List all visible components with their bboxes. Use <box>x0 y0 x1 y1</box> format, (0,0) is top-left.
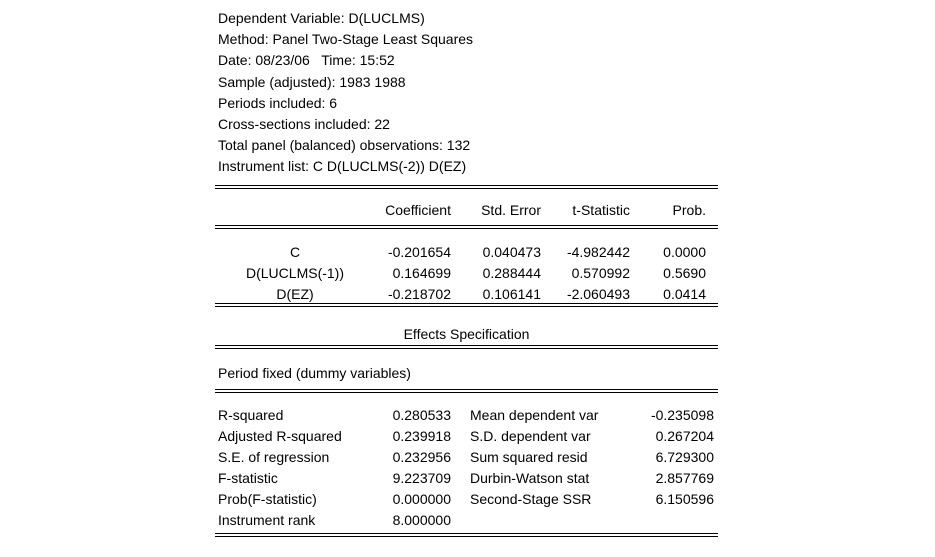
stat-label: Durbin-Watson stat <box>470 470 590 486</box>
summary-statistics <box>215 405 718 531</box>
stat-value: 9.223709 <box>392 470 451 486</box>
stat-value: 6.729300 <box>655 449 714 465</box>
t-statistic-cell: -2.060493 <box>566 286 630 302</box>
dependent-variable-line: Dependent Variable: D(LUCLMS) <box>218 10 425 26</box>
stat-label: Prob(F-statistic) <box>218 491 317 507</box>
prob-cell: 0.0414 <box>663 286 706 302</box>
stat-value: 6.150596 <box>655 491 714 507</box>
column-gap <box>451 447 470 468</box>
variable-cell: D(EZ) <box>276 286 314 302</box>
t-statistic-cell: 0.570992 <box>571 265 630 281</box>
column-gap <box>451 510 470 531</box>
stat-label: Instrument rank <box>218 512 316 528</box>
stat-label: S.D. dependent var <box>470 428 591 444</box>
coefficient-cell: 0.164699 <box>392 265 451 281</box>
stat-label: F-statistic <box>218 470 278 486</box>
stat-label <box>470 510 645 531</box>
std-error-cell: 0.106141 <box>482 286 541 302</box>
effects-specification-title: Effects Specification <box>403 326 530 342</box>
stat-value: 2.857769 <box>655 470 714 486</box>
stat-label: Adjusted R-squared <box>218 428 342 444</box>
column-gap <box>451 468 470 489</box>
stat-label: S.E. of regression <box>218 449 330 465</box>
stat-label: Mean dependent var <box>470 407 599 423</box>
table-row <box>215 242 718 263</box>
std-error-cell: 0.288444 <box>482 265 541 281</box>
stat-value: 0.000000 <box>392 491 451 507</box>
stat-value: -0.235098 <box>650 407 714 423</box>
stat-label: R-squared <box>218 407 284 423</box>
periods-line: Periods included: 6 <box>218 94 338 111</box>
variable-cell: D(LUCLMS(-1)) <box>246 265 344 281</box>
summary-row <box>215 468 718 489</box>
sample-line: Sample (adjusted): 1983 1988 <box>218 73 406 90</box>
table-bottom-rule <box>215 533 718 537</box>
column-gap <box>451 405 470 426</box>
cross-sections-line: Cross-sections included: 22 <box>218 115 390 132</box>
summary-row <box>215 489 718 510</box>
header-separator-rule <box>215 225 718 229</box>
coefficient-cell: -0.218702 <box>387 286 451 302</box>
t-statistic-cell: -4.982442 <box>566 244 630 260</box>
table-row <box>215 263 718 284</box>
summary-row <box>215 405 718 426</box>
stat-label: Sum squared resid <box>470 449 588 465</box>
instrument-list-line: Instrument list: C D(LUCLMS(-2)) D(EZ) <box>218 158 467 175</box>
col-header-coefficient: Coefficient <box>385 202 451 218</box>
observations-line: Total panel (balanced) observations: 132 <box>218 137 471 154</box>
prob-cell: 0.5690 <box>663 265 706 281</box>
coef-table-bottom-rule <box>215 303 718 307</box>
effects-specification-note: Period fixed (dummy variables) <box>218 365 411 381</box>
column-gap <box>451 426 470 447</box>
prob-cell: 0.0000 <box>663 244 706 260</box>
variable-cell: C <box>289 244 301 260</box>
stat-value: 0.267204 <box>655 428 714 444</box>
stat-value: 0.239918 <box>392 428 451 444</box>
column-gap <box>451 489 470 510</box>
stat-value: 0.232956 <box>392 449 451 465</box>
stat-value: 0.280533 <box>392 407 451 423</box>
effects-top-rule <box>215 345 718 349</box>
col-header-std-error: Std. Error <box>481 202 541 218</box>
regression-header <box>218 8 473 178</box>
std-error-cell: 0.040473 <box>482 244 541 260</box>
summary-row <box>215 447 718 468</box>
coefficient-cell: -0.201654 <box>387 244 451 260</box>
summary-row <box>215 426 718 447</box>
coef-table-header-row <box>215 200 718 221</box>
method-line: Method: Panel Two-Stage Least Squares <box>218 31 474 48</box>
effects-bottom-rule <box>215 389 718 393</box>
stat-value: 8.000000 <box>392 512 451 528</box>
summary-row <box>215 510 718 531</box>
col-header-t-statistic: t-Statistic <box>572 202 630 218</box>
col-header-variable <box>215 200 375 221</box>
table-row <box>215 284 718 305</box>
date-time-line: Date: 08/23/06 Time: 15:52 <box>218 52 395 69</box>
stat-label: Second-Stage SSR <box>470 491 592 507</box>
stat-value <box>645 510 718 531</box>
col-header-prob: Prob. <box>672 202 706 218</box>
table-top-rule <box>215 185 718 189</box>
